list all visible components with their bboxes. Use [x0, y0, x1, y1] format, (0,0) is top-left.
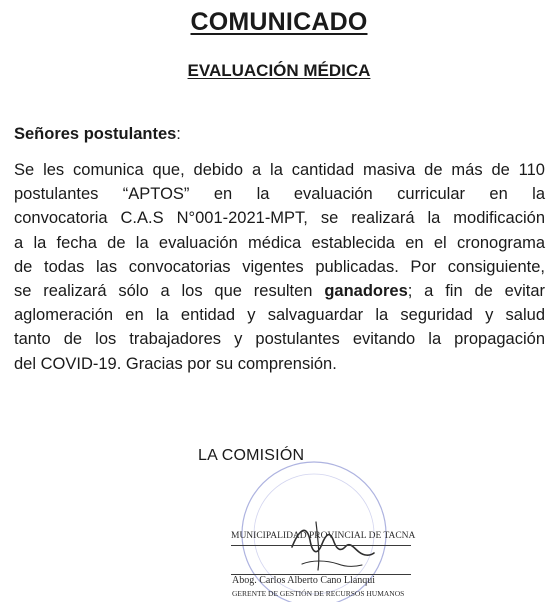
greeting-text: Señores postulantes — [14, 125, 177, 143]
emphasis-ganadores: ganadores — [324, 282, 408, 301]
body-line: de todas las convocatorias vigentes publicadas. Por consiguiente, — [14, 257, 545, 276]
body-line-part: ; a fin de evitar — [407, 282, 545, 301]
body-line: Se les comunica que, debido a la cantidad masiva de más de 110 — [14, 161, 545, 179]
body-line: aglomeración en la entidad y salvaguardar la seguridad y salud — [14, 306, 545, 325]
body-line-with-emphasis — [14, 279, 545, 303]
body-line: convocatoria C.A.S N°001-2021-MPT, se realizará la modificación — [14, 209, 545, 228]
greeting — [14, 125, 181, 144]
stamp-institution: MUNICIPALIDAD PROVINCIAL DE TACNA — [231, 531, 416, 541]
body-line: a la fecha de la evaluación médica establecida en el cronograma — [14, 233, 545, 252]
stamp-divider — [231, 545, 411, 546]
body-paragraph — [14, 158, 545, 376]
body-line: postulantes “APTOS” en la evaluación curricular en la — [14, 185, 545, 204]
stamp-signatory-name: Abog. Carlos Alberto Cano Llanqui — [232, 575, 376, 586]
stamp-signatory-position: GERENTE DE GESTIÓN DE RECURSOS HUMANOS — [232, 589, 405, 598]
signatory-label: LA COMISIÓN — [198, 447, 305, 464]
document-subtitle: EVALUACIÓN MÉDICA — [187, 61, 371, 80]
body-line: tanto de los trabajadores y postulantes evitando la propagación — [14, 330, 545, 349]
document-title: COMUNICADO — [190, 8, 368, 36]
body-line-part: se realizará sólo a los que resulten — [14, 282, 325, 301]
body-line: del COVID-19. Gracias por su comprensión. — [14, 354, 337, 373]
greeting-colon: : — [176, 125, 181, 143]
